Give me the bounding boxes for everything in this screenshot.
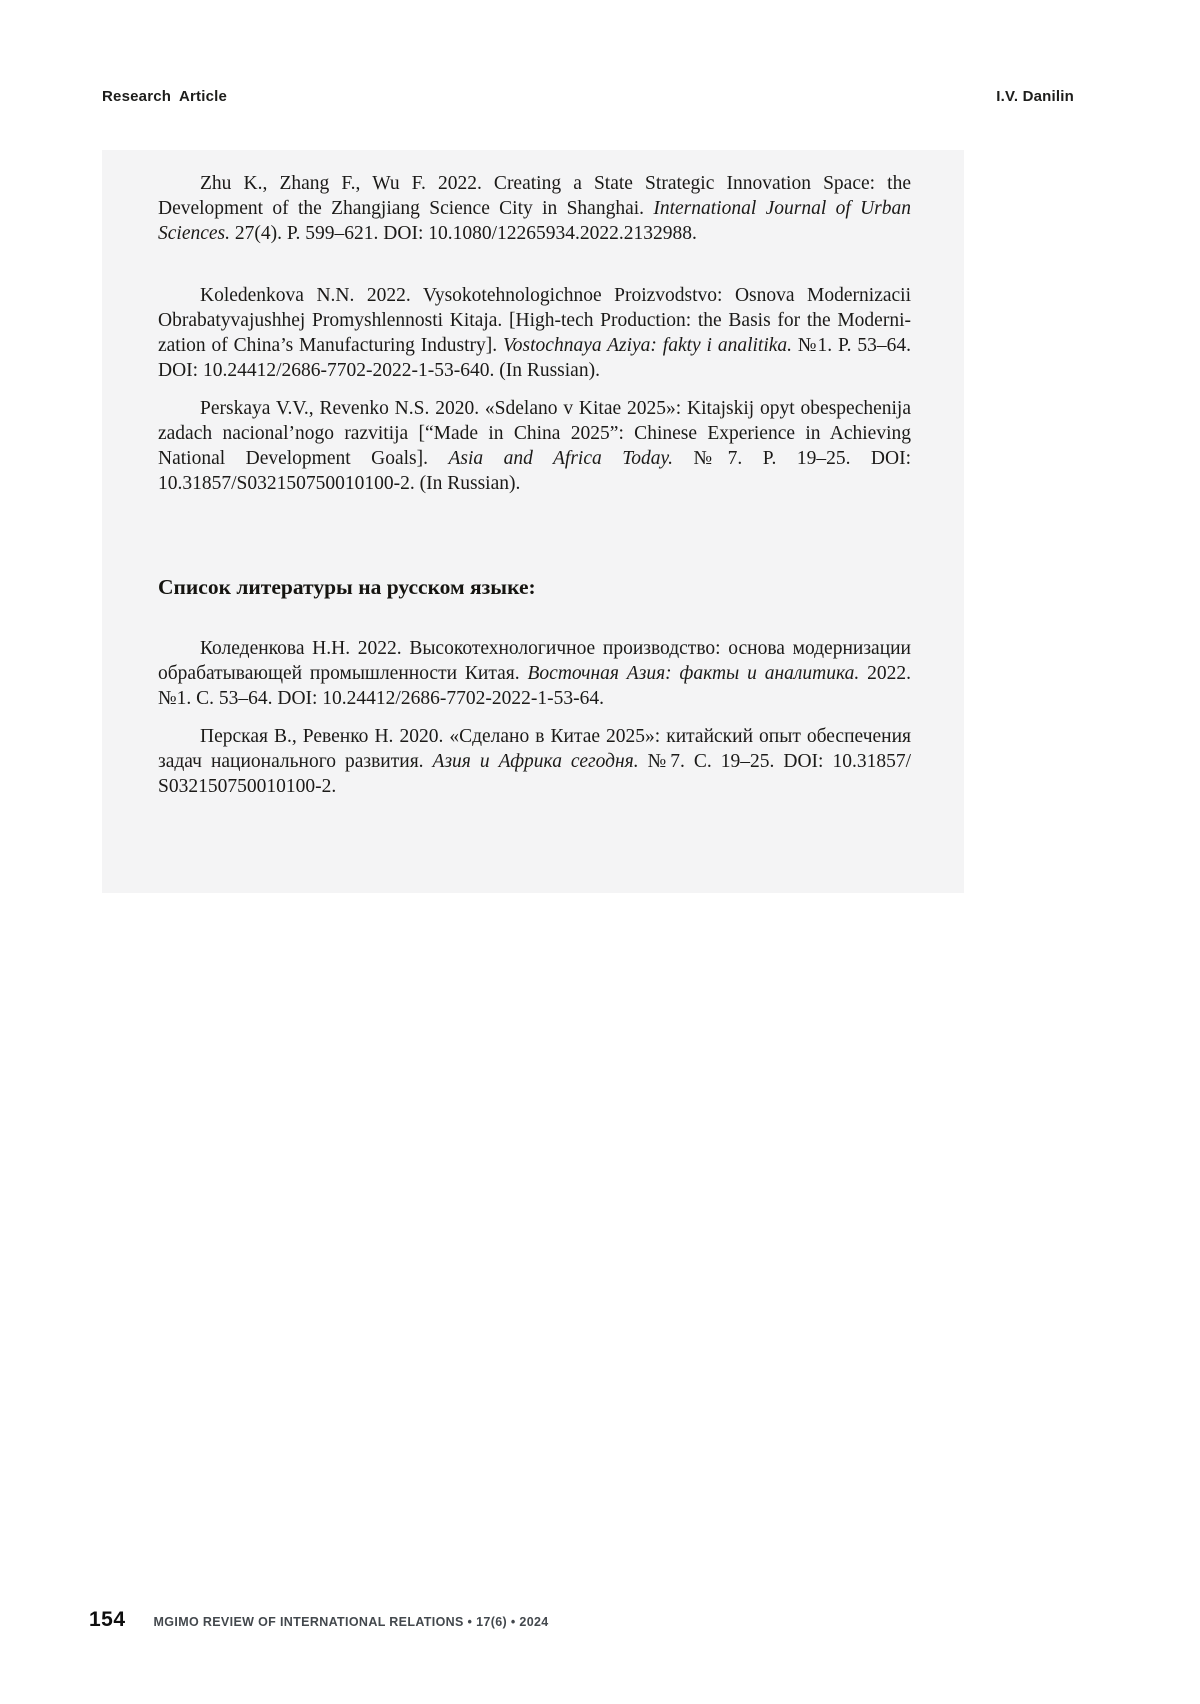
russian-references-heading: Список литературы на русском языке: bbox=[158, 575, 536, 599]
running-head-article-type: Research Article bbox=[102, 88, 228, 105]
reference-entry-english-3: Perskaya V.V., Revenko N.S. 2020. «Sdelano v Kitae 2025»: Kitajskij opyt obespechenija zadach nacional’nogo razvitija [“Made in China 2025”: Chinese Experience in Achieving National Development Goals]. Asia and Africa Today. №7. P. 19–25. DOI: 10.31857/S032150750010100-2. (In Russian). bbox=[158, 398, 911, 494]
reference-entry-english-2: Koledenkova N.N. 2022. Vysokotehnologichnoe Proizvodstvo: Osnova Modernizacii Obrabatyvajushhej Promyshlennosti Kitaja. [High-tech Production: the Basis for the Modernization of China’s Manufacturing Industry]. Vostochnaya Aziya: fakty i analitika. №1. P. 53–64. DOI: 10.24412/2686-7702-2022-1-53-640. (In Russian). bbox=[158, 285, 912, 381]
running-head bbox=[102, 88, 1074, 105]
page-number: 154 bbox=[89, 1608, 126, 1631]
page-footer bbox=[89, 1608, 549, 1632]
reference-entry-english-1: Zhu K., Zhang F., Wu F. 2022. Creating a State Strategic Innovation Space: the Development of the Zhangjiang Science City in Shanghai. International Journal of Urban Sciences. 27(4). P. 599–621. DOI: 10.1080/12265934.2022.2132988. bbox=[158, 173, 911, 244]
reference-entry-russian-1: Коледенкова Н.Н. 2022. Высокотехнологичное производство: основа модернизации обрабатывающей промышленности Китая. Восточная Азия: факты и аналитика. 2022. №1. С. 53–64. DOI: 10.24412/2686-7702-2022-1-53-64. bbox=[158, 638, 912, 709]
running-head-author: I.V. Danilin bbox=[996, 88, 1074, 105]
reference-entry-russian-2: Перская В., Ревенко Н. 2020. «Сделано в Китае 2025»: китайский опыт обеспечения задач национального развития. Азия и Африка сегодня. №7. С. 19–25. DOI: 10.31857/ S032150750010100-2. bbox=[158, 726, 912, 797]
references-panel bbox=[102, 150, 964, 893]
journal-citation-line: MGIMO REVIEW OF INTERNATIONAL RELATIONS • 17(6) • 2024 bbox=[153, 1615, 549, 1629]
